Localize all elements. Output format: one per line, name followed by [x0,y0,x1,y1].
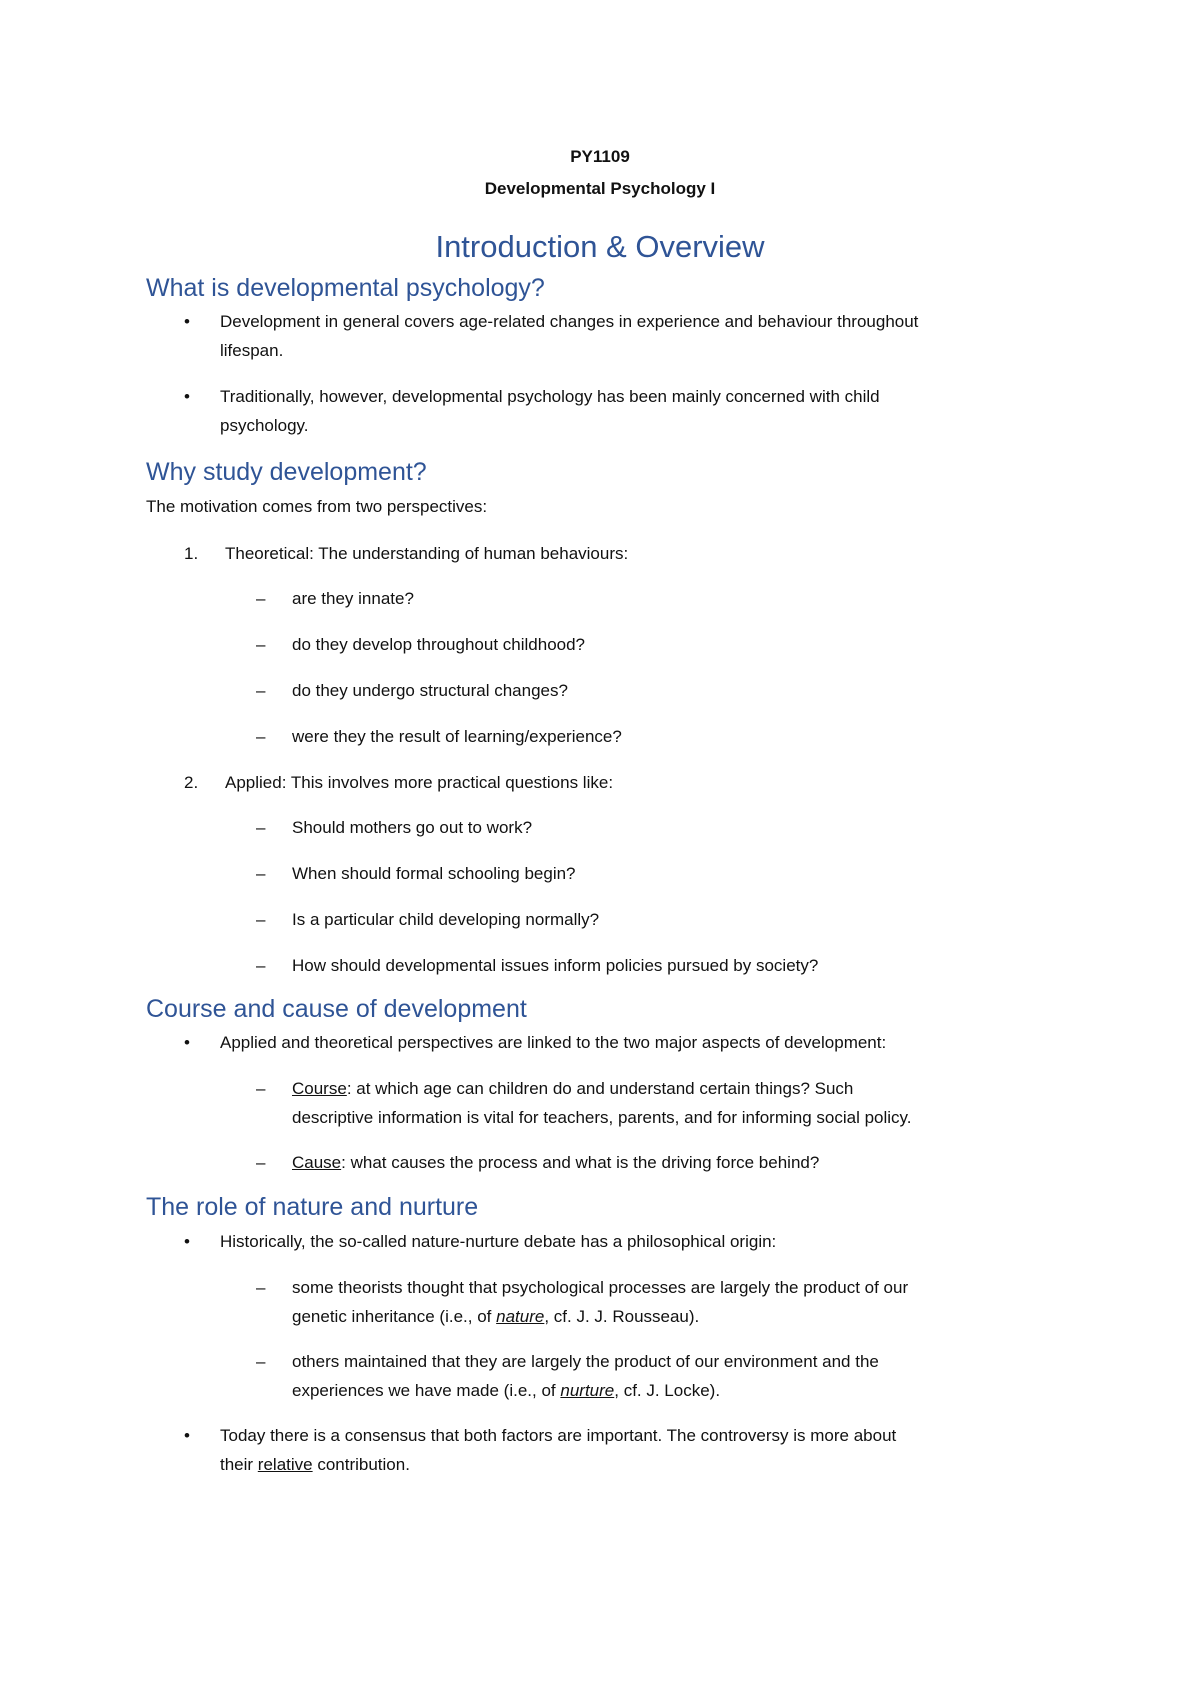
bullet-symbol: • [184,1232,190,1251]
body-text: Today there is a consensus that both factors are important. The controversy is more about [220,1426,897,1445]
course-definition [292,1074,853,1103]
list-item: are they innate? [292,589,414,608]
cause-term: Cause [292,1153,342,1172]
dash-symbol: – [256,910,266,929]
dash-symbol: – [256,1278,266,1297]
dash-symbol: – [256,1079,266,1098]
list-item: Should mothers go out to work? [292,818,533,837]
dash-symbol: – [256,1352,266,1371]
section-heading-course-cause: Course and cause of development [146,995,527,1023]
body-text: , cf. J. Locke). [614,1381,721,1400]
body-text: genetic inheritance (i.e., of [292,1307,497,1326]
nature-term: nature [496,1307,545,1326]
course-name: Developmental Psychology I [484,179,716,198]
body-text: psychology. [220,416,309,435]
section-heading-nature-nurture: The role of nature and nurture [146,1193,479,1221]
body-text: , cf. J. J. Rousseau). [544,1307,700,1326]
dash-symbol: – [256,818,266,837]
dash-symbol: – [256,681,266,700]
dash-symbol: – [256,1153,266,1172]
cause-definition [292,1148,819,1177]
dash-symbol: – [256,589,266,608]
nature-line [292,1302,699,1331]
body-text: Theoretical: The understanding of human behaviours: [225,544,629,563]
course-text: : at which age can children do and understand certain things? Such [346,1079,854,1098]
body-text: their [220,1455,258,1474]
body-text: The motivation comes from two perspectives: [146,497,488,516]
section-heading-why-study: Why study development? [146,458,427,486]
course-code: PY1109 [570,147,630,166]
relative-line [220,1450,410,1479]
dash-symbol: – [256,635,266,654]
body-text: experiences we have made (i.e., of [292,1381,561,1400]
bullet-symbol: • [184,312,190,331]
list-item: When should formal schooling begin? [292,864,576,883]
list-item: do they undergo structural changes? [292,681,568,700]
bullet-symbol: • [184,387,190,406]
course-term: Course [292,1079,347,1098]
body-text: some theorists thought that psychological processes are largely the product of our [292,1278,909,1297]
body-text: Development in general covers age-related changes in experience and behaviour throughout [220,312,919,331]
bullet-symbol: • [184,1033,190,1052]
list-number: 1. [184,544,199,563]
nurture-line [292,1376,720,1405]
bullet-symbol: • [184,1426,190,1445]
body-text: Applied: This involves more practical questions like: [225,773,614,792]
body-text: Traditionally, however, developmental psychology has been mainly concerned with child [220,387,880,406]
body-text: lifespan. [220,341,284,360]
list-item: were they the result of learning/experience? [292,727,622,746]
list-number: 2. [184,773,199,792]
dash-symbol: – [256,956,266,975]
dash-symbol: – [256,727,266,746]
body-text: Historically, the so-called nature-nurture debate has a philosophical origin: [220,1232,777,1251]
relative-term: relative [257,1455,313,1474]
dash-symbol: – [256,864,266,883]
list-item: do they develop throughout childhood? [292,635,586,654]
body-text: others maintained that they are largely the product of our environment and the [292,1352,879,1371]
body-text: contribution. [312,1455,410,1474]
list-item: How should developmental issues inform policies pursued by society? [292,956,819,975]
nurture-term: nurture [560,1381,615,1400]
body-text: Applied and theoretical perspectives are linked to the two major aspects of development: [220,1033,887,1052]
list-item: Is a particular child developing normally? [292,910,600,929]
document-title: Introduction & Overview [435,229,765,264]
cause-text: : what causes the process and what is the driving force behind? [341,1153,820,1172]
body-text: descriptive information is vital for teachers, parents, and for informing social policy. [292,1108,912,1127]
section-heading-what-is: What is developmental psychology? [146,274,545,302]
